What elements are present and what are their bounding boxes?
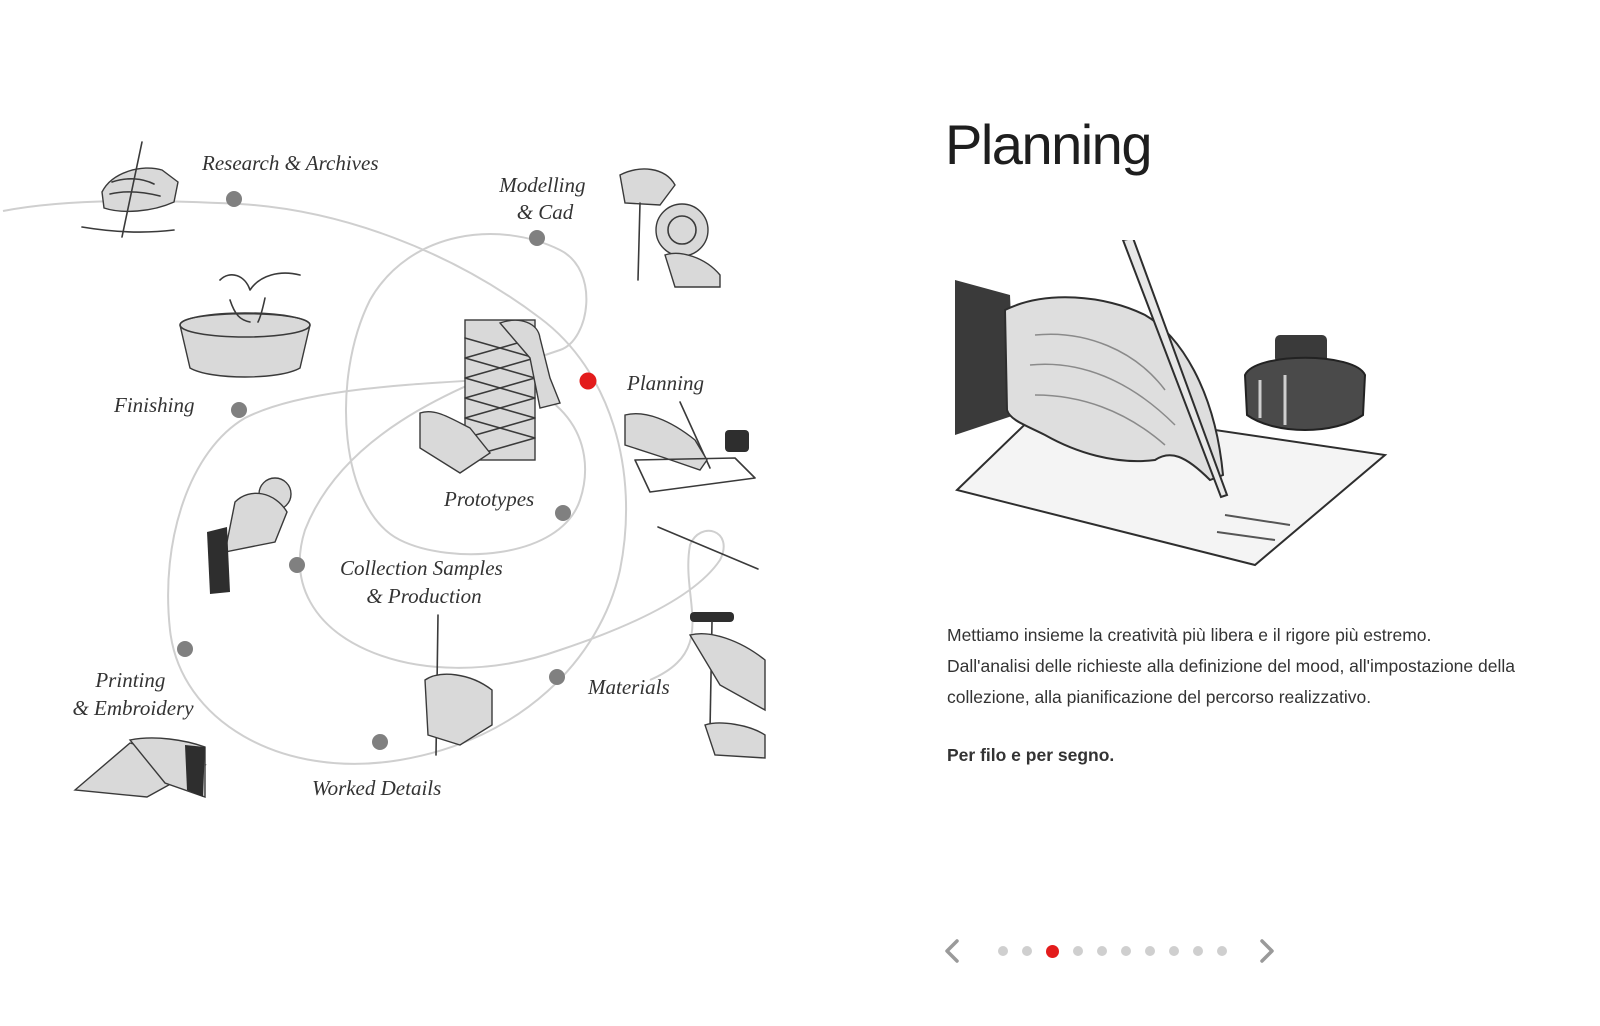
stage-node-research[interactable] (226, 191, 242, 207)
stage-label-planning[interactable]: Planning (627, 371, 704, 395)
stage-label-modelling[interactable]: Modelling & Cad (499, 173, 586, 224)
pager-dot[interactable] (1169, 946, 1179, 956)
pager-dot[interactable] (1121, 946, 1131, 956)
pager-dot[interactable] (1097, 946, 1107, 956)
detail-paragraph: Mettiamo insieme la creatività più libera e il rigore più estremo. (947, 625, 1432, 645)
stage-label-collection[interactable]: Collection Samples & Production (340, 556, 503, 608)
printing-illustration (75, 738, 205, 797)
detail-motto: Per filo e per segno. (947, 745, 1115, 765)
pager-dot[interactable] (1193, 946, 1203, 956)
stage-node-modelling[interactable] (529, 230, 545, 246)
planning-illustration (955, 240, 1425, 585)
chevron-right-icon[interactable] (1253, 938, 1279, 964)
needle-illustration (658, 527, 758, 569)
stage-node-planning[interactable] (580, 373, 597, 390)
planning-illustration-small (625, 402, 755, 492)
chevron-left-icon[interactable] (940, 938, 966, 964)
pager (940, 932, 1280, 972)
stage-node-worked[interactable] (372, 734, 388, 750)
pager-dot[interactable] (1022, 946, 1032, 956)
finishing-illustration (180, 273, 310, 377)
stage-label-finishing[interactable]: Finishing (114, 393, 195, 417)
stage-node-prototypes[interactable] (555, 505, 571, 521)
stage-node-materials[interactable] (549, 669, 565, 685)
stage-label-prototypes[interactable]: Prototypes (444, 487, 535, 511)
stage-node-collection[interactable] (289, 557, 305, 573)
materials-illustration (690, 612, 765, 758)
detail-paragraph: Dall'analisi delle richieste alla definizione del mood, all'impostazione della collezione, alla pianificazione del percorso realizzativo. (947, 656, 1515, 707)
stage-node-finishing[interactable] (231, 402, 247, 418)
stage-label-materials[interactable]: Materials (588, 675, 670, 699)
stage-label-worked[interactable]: Worked Details (312, 776, 442, 800)
pager-dot[interactable] (998, 946, 1008, 956)
pager-dot[interactable] (1145, 946, 1155, 956)
timing-illustration (207, 478, 291, 594)
stage-node-printing[interactable] (177, 641, 193, 657)
pager-dot-active[interactable] (1046, 945, 1059, 958)
pager-dot[interactable] (1073, 946, 1083, 956)
pager-dot[interactable] (1217, 946, 1227, 956)
prototypes-illustration (420, 320, 560, 473)
modelling-illustration (620, 169, 720, 287)
pager-dots (998, 946, 1227, 958)
detail-title: Planning (945, 113, 1151, 176)
research-illustration (82, 142, 178, 237)
stage-label-printing[interactable]: Printing & Embroidery (72, 668, 194, 720)
stage-label-research[interactable]: Research & Archives (202, 151, 379, 175)
detail-description (947, 620, 1567, 713)
